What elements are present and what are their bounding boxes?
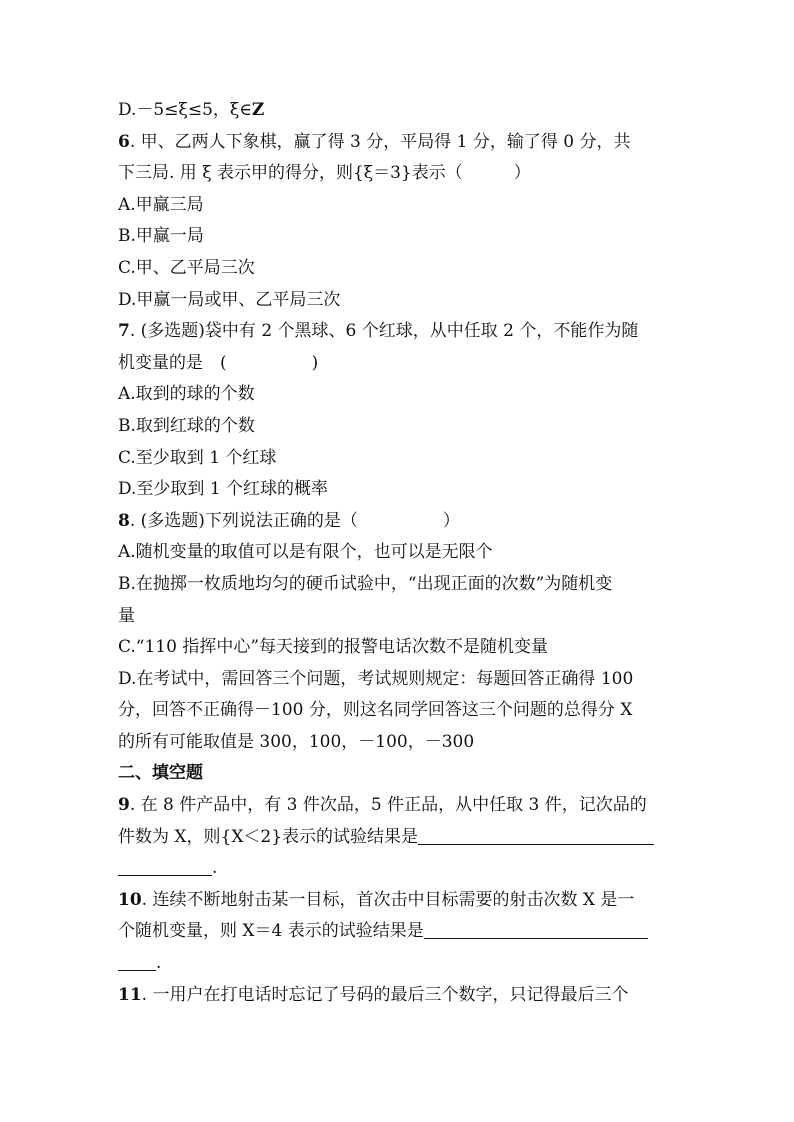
question-10-line-2 <box>118 916 678 948</box>
question-text: . 在 8 件产品中，有 3 件次品，5 件正品，从中任取 3 件，记次品的 <box>129 795 647 816</box>
question-text: . (多选题)下列说法正确的是（ ） <box>129 510 460 531</box>
question-7-line-2: 机变量的是 ( ) <box>118 352 319 373</box>
question-7-line-1 <box>118 316 678 348</box>
question-number: 10 <box>118 889 142 910</box>
question-9-line-2 <box>118 822 678 854</box>
question-text: . (多选题)袋中有 2 个黑球、6 个红球，从中任取 2 个，不能作为随 <box>129 321 639 342</box>
option-8d-line-1: D.在考试中，需回答三个问题，考试规则规定：每题回答正确得 100 <box>118 668 634 689</box>
period: . <box>212 858 218 879</box>
period: . <box>156 953 162 974</box>
option-8d-line-2: 分，回答不正确得－100 分，则这名同学回答这三个问题的总得分 X <box>118 700 633 721</box>
question-number: 8 <box>118 510 130 531</box>
question-number: 9 <box>118 795 130 816</box>
option-8d-line-3: 的所有可能取值是 300，100，－100，－300 <box>118 731 475 752</box>
answer-blank-continued[interactable] <box>118 857 212 876</box>
option-text: D.－5≤ξ≤5，ξ∈ <box>118 100 252 120</box>
answer-blank[interactable] <box>418 826 654 845</box>
option-6c: C.甲、乙平局三次 <box>118 257 255 278</box>
question-text: . 连续不断地射击某一目标，首次击中目标需要的射击次数 X 是一 <box>141 889 635 910</box>
question-body <box>118 95 678 1011</box>
question-8-line-1 <box>118 506 678 538</box>
option-8b-line-1: B.在抛掷一枚质地均匀的硬币试验中，“出现正面的次数”为随机变 <box>118 573 613 594</box>
question-number: 6 <box>118 131 130 152</box>
question-number: 7 <box>118 321 130 342</box>
option-6b: B.甲赢一局 <box>118 226 204 247</box>
question-11-line-1 <box>118 980 678 1012</box>
question-number: 11 <box>118 984 142 1005</box>
option-5d <box>118 95 678 127</box>
option-8b-line-2: 量 <box>118 605 135 626</box>
option-6d: D.甲赢一局或甲、乙平局三次 <box>118 289 341 310</box>
question-6-line-1 <box>118 127 678 159</box>
option-6a: A.甲赢三局 <box>118 194 204 215</box>
answer-blank[interactable] <box>424 920 648 939</box>
question-text: 个随机变量，则 X＝4 表示的试验结果是 <box>118 921 424 942</box>
answer-blank-continued[interactable] <box>118 952 156 971</box>
option-7d: D.至少取到 1 个红球的概率 <box>118 479 329 500</box>
question-text: . 甲、乙两人下象棋，赢了得 3 分，平局得 1 分，输了得 0 分，共 <box>129 131 631 152</box>
question-text: . 一用户在打电话时忘记了号码的最后三个数字，只记得最后三个 <box>141 984 629 1005</box>
question-10-line-3 <box>118 948 678 980</box>
section-heading-fill-in: 二、填空题 <box>118 763 203 784</box>
question-9-line-3 <box>118 853 678 885</box>
option-7c: C.至少取到 1 个红球 <box>118 447 277 468</box>
option-8a: A.随机变量的取值可以是有限个，也可以是无限个 <box>118 542 493 563</box>
question-text: 件数为 X，则{X＜2}表示的试验结果是 <box>118 826 419 847</box>
option-7a: A.取到的球的个数 <box>118 384 255 405</box>
integer-set-symbol: Z <box>251 100 265 120</box>
option-8c: C.“110 指挥中心”每天接到的报警电话次数不是随机变量 <box>118 637 549 658</box>
option-7b: B.取到红球的个数 <box>118 415 255 436</box>
question-9-line-1 <box>118 790 678 822</box>
question-10-line-1 <box>118 885 678 917</box>
question-6-line-2: 下三局. 用 ξ 表示甲的得分，则{ξ＝3}表示（ ） <box>118 163 531 184</box>
